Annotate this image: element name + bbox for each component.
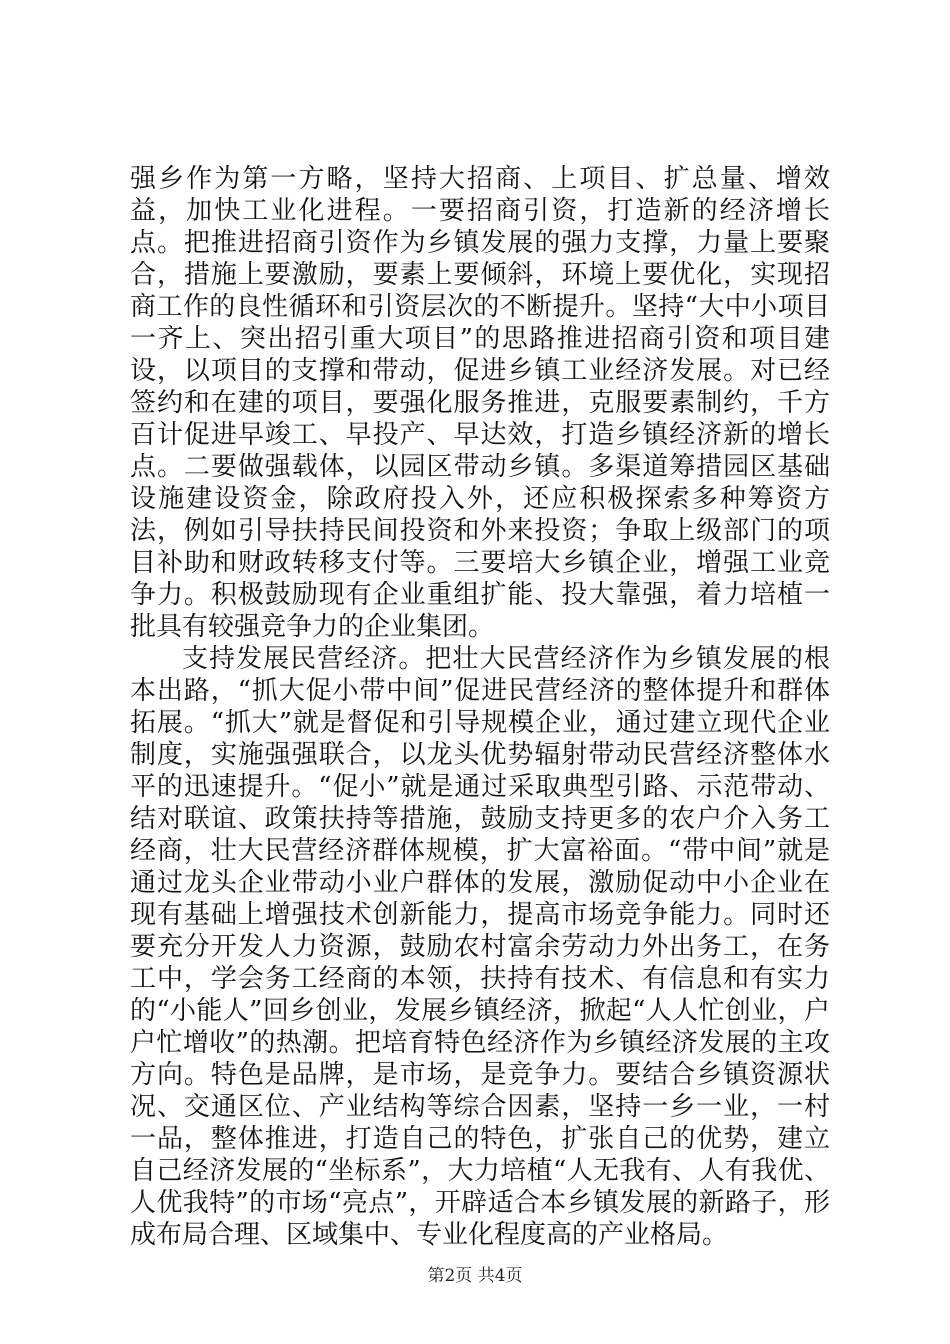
page-footer: 第2页 共4页 bbox=[427, 1266, 523, 1286]
paragraph-investment: 强乡作为第一方略，坚持大招商、上项目、扩总量、增效益，加快工业化进程。一要招商引资，打造新的经济增长点。把推进招商引资作为乡镇发展的强力支撑，力量上要聚合，措施上要激励，要素上要倾斜，环境上要优化，实现招商工作的良性循环和引资层次的不断提升。坚持“大中小项目一齐上、突出招引重大项目”的思路推进招商引资和项目建设，以项目的支撑和带动，促进乡镇工业经济发展。对已经签约和在建的项目，要强化服务推进，克服要素制约，千方百计促进早竣工、早投产、早达效，打造乡镇经济新的增长点。二要做强载体，以园区带动乡镇。多渠道筹措园区基础设施建设资金，除政府投入外，还应积极探索多种筹资方法，例如引导扶持民间投资和外来投资；争取上级部门的项目补助和财政转移支付等。三要培大乡镇企业，增强工业竞争力。积极鼓励现有企业重组扩能、投大靠强，着力培植一批具有较强竞争力的企业集团。 bbox=[130, 164, 830, 642]
document-body bbox=[130, 163, 830, 1251]
paragraph-private-economy: 支持发展民营经济。把壮大民营经济作为乡镇发展的根本出路，“抓大促小带中间”促进民营经济的整体提升和群体拓展。“抓大”就是督促和引导规模企业，通过建立现代企业制度，实施强强联合，以龙头优势辐射带动民营经济整体水平的迅速提升。“促小”就是通过采取典型引路、示范带动、结对联谊、政策扶持等措施，鼓励支持更多的农户介入务工经商，壮大民营经济群体规模，扩大富裕面。“带中间”就是通过龙头企业带动小业户群体的发展，激励促动中小企业在现有基础上增强技术创新能力，提高市场竞争能力。同时还要充分开发人力资源，鼓励农村富余劳动力外出务工，在务工中，学会务工经商的本领，扶持有技术、有信息和有实力的“小能人”回乡创业，发展乡镇经济，掀起“人人忙创业，户户忙增收”的热潮。把培育特色经济作为乡镇经济发展的主攻方向。特色是品牌，是市场，是竞争力。要结合乡镇资源状况、交通区位、产业结构等综合因素，坚持一乡一业，一村一品，整体推进，打造自己的特色，扩张自己的优势，建立自己经济发展的“坐标系”，大力培植“人无我有、人有我优、人优我特”的市场“亮点”，开辟适合本乡镇发展的新路子，形成布局合理、区域集中、专业化程度高的产业格局。 bbox=[130, 644, 830, 1250]
